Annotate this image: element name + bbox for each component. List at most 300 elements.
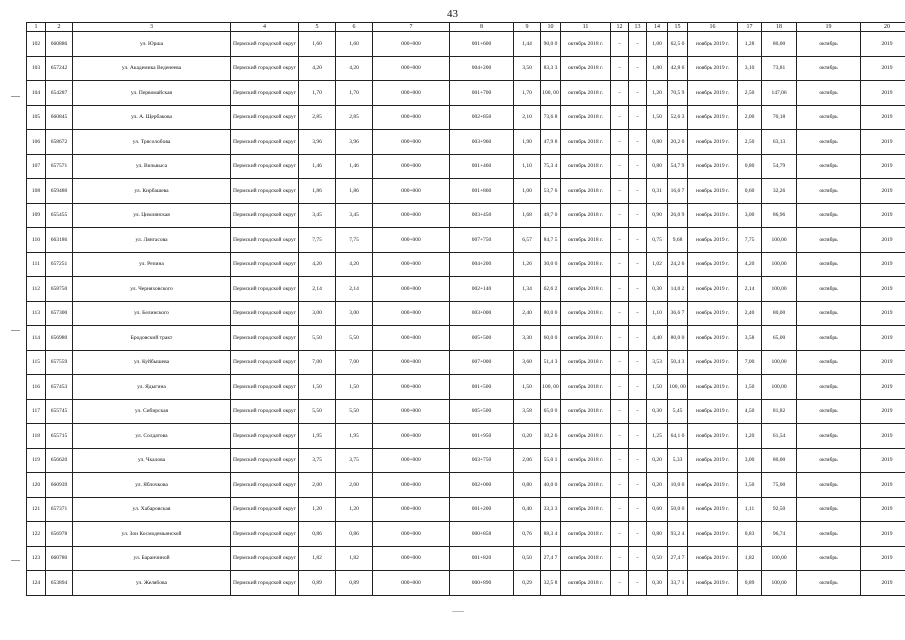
cell-street-name: ул. Черняховского	[73, 277, 231, 302]
cell-repaired-percent: 5,45	[668, 399, 688, 424]
cell-length-normative: 1,11	[738, 497, 762, 522]
cell-length-registered: 3,96	[336, 130, 373, 155]
cell-end-km: 002+140	[450, 277, 514, 302]
cell-length-needs-repair: 1,10	[514, 154, 541, 179]
cell-col-12: –	[611, 497, 629, 522]
cell-normative-percent: 70,18	[762, 105, 797, 130]
cell-length-repaired: 0,80	[647, 154, 668, 179]
cell-road-id: 660939	[46, 473, 73, 498]
cell-normative-percent: 100,00	[762, 375, 797, 400]
cell-municipality: Пермский городской округ	[231, 277, 299, 302]
cell-end-km: 000+858	[450, 522, 514, 547]
table-row	[27, 301, 905, 326]
header-cell-target-month: 19	[797, 23, 861, 32]
cell-col-13: –	[629, 203, 647, 228]
cell-repaired-percent: 62,5 0	[668, 32, 688, 57]
cell-repaired-percent: 5,33	[668, 448, 688, 473]
cell-col-12: –	[611, 424, 629, 449]
cell-end-km: 001+950	[450, 424, 514, 449]
cell-length-needs-repair: 0,50	[514, 546, 541, 571]
cell-length-normative: 7,00	[738, 350, 762, 375]
cell-municipality: Пермский городской округ	[231, 326, 299, 351]
cell-street-name: ул. Хабаровская	[73, 497, 231, 522]
cell-col-13: –	[629, 277, 647, 302]
cell-street-name: ул. Солдатова	[73, 424, 231, 449]
cell-needs-repair-percent: 51,4 3	[541, 350, 561, 375]
table-row	[27, 81, 905, 106]
cell-col-12: –	[611, 399, 629, 424]
cell-row-number: 122	[27, 522, 46, 547]
cell-target-year: 2019	[861, 277, 905, 302]
cell-needs-repair-percent: 30,0 0	[541, 252, 561, 277]
cell-repair-date: ноябрь 2019 г.	[688, 228, 738, 253]
cell-row-number: 110	[27, 228, 46, 253]
cell-street-name: ул. Сибирская	[73, 399, 231, 424]
cell-col-13: –	[629, 179, 647, 204]
cell-inspection-date: октябрь 2018 г.	[561, 179, 611, 204]
cell-inspection-date: октябрь 2018 г.	[561, 277, 611, 302]
cell-target-year: 2019	[861, 350, 905, 375]
cell-length-repaired: 0,50	[647, 546, 668, 571]
header-cell-length-total: 5	[299, 23, 336, 32]
cell-length-registered: 0,86	[336, 522, 373, 547]
cell-length-total: 3,45	[299, 203, 336, 228]
cell-road-id: 657371	[46, 497, 73, 522]
cell-start-km: 000+000	[373, 571, 450, 596]
cell-start-km: 000+000	[373, 179, 450, 204]
cell-street-name: ул. Академика Веденеева	[73, 56, 231, 81]
cell-col-13: –	[629, 326, 647, 351]
cell-col-13: –	[629, 252, 647, 277]
cell-end-km: 001+200	[450, 497, 514, 522]
header-cell-road-id: 2	[46, 23, 73, 32]
header-cell-inspection-date: 11	[561, 23, 611, 32]
cell-length-repaired: 0,75	[647, 228, 668, 253]
cell-repaired-percent: 27,4 7	[668, 546, 688, 571]
cell-end-km: 001+500	[450, 375, 514, 400]
cell-col-12: –	[611, 350, 629, 375]
cell-length-needs-repair: 0,20	[514, 424, 541, 449]
cell-length-normative: 0,60	[738, 179, 762, 204]
cell-row-number: 124	[27, 571, 46, 596]
cell-row-number: 119	[27, 448, 46, 473]
cell-municipality: Пермский городской округ	[231, 56, 299, 81]
cell-repair-date: ноябрь 2019 г.	[688, 375, 738, 400]
cell-repair-date: ноябрь 2019 г.	[688, 203, 738, 228]
cell-municipality: Пермский городской округ	[231, 228, 299, 253]
cell-col-13: –	[629, 81, 647, 106]
cell-inspection-date: октябрь 2018 г.	[561, 252, 611, 277]
cell-length-repaired: 0,80	[647, 130, 668, 155]
cell-repaired-percent: 36,6 7	[668, 301, 688, 326]
cell-municipality: Пермский городской округ	[231, 399, 299, 424]
cell-length-needs-repair: 1,00	[514, 179, 541, 204]
cell-end-km: 003+960	[450, 130, 514, 155]
cell-col-12: –	[611, 81, 629, 106]
cell-target-month: октябрь	[797, 105, 861, 130]
cell-street-name: Бродовский тракт	[73, 326, 231, 351]
scan-mark	[452, 611, 464, 612]
cell-repair-date: ноябрь 2019 г.	[688, 130, 738, 155]
cell-row-number: 109	[27, 203, 46, 228]
cell-col-12: –	[611, 105, 629, 130]
cell-target-month: октябрь	[797, 56, 861, 81]
cell-inspection-date: октябрь 2018 г.	[561, 32, 611, 57]
cell-normative-percent: 80,00	[762, 448, 797, 473]
cell-municipality: Пермский городской округ	[231, 301, 299, 326]
cell-normative-percent: 80,00	[762, 301, 797, 326]
cell-length-normative: 0,80	[738, 154, 762, 179]
cell-normative-percent: 100,00	[762, 571, 797, 596]
cell-normative-percent: 147,06	[762, 81, 797, 106]
cell-needs-repair-percent: 65,0 0	[541, 399, 561, 424]
cell-repaired-percent: 54,7 9	[668, 154, 688, 179]
cell-needs-repair-percent: 10,2 6	[541, 424, 561, 449]
cell-inspection-date: октябрь 2018 г.	[561, 497, 611, 522]
cell-needs-repair-percent: 83,3 3	[541, 56, 561, 81]
cell-target-year: 2019	[861, 522, 905, 547]
cell-row-number: 114	[27, 326, 46, 351]
header-cell-row-number: 1	[27, 23, 46, 32]
cell-repair-date: ноябрь 2019 г.	[688, 571, 738, 596]
cell-end-km: 003+000	[450, 301, 514, 326]
cell-normative-percent: 63,13	[762, 130, 797, 155]
cell-repaired-percent: 100, 00	[668, 375, 688, 400]
cell-repaired-percent: 20,2 0	[668, 130, 688, 155]
table-row	[27, 448, 905, 473]
cell-length-needs-repair: 0,76	[514, 522, 541, 547]
header-cell-repaired-percent: 15	[668, 23, 688, 32]
cell-length-registered: 2,00	[336, 473, 373, 498]
table-row	[27, 546, 905, 571]
cell-length-normative: 3,58	[738, 326, 762, 351]
road-registry-table	[26, 22, 905, 596]
cell-row-number: 104	[27, 81, 46, 106]
cell-length-total: 5,50	[299, 399, 336, 424]
cell-inspection-date: октябрь 2018 г.	[561, 546, 611, 571]
header-cell-col-13: 13	[629, 23, 647, 32]
cell-target-month: октябрь	[797, 228, 861, 253]
cell-length-needs-repair: 1,90	[514, 130, 541, 155]
cell-length-normative: 1,28	[738, 32, 762, 57]
cell-target-month: октябрь	[797, 399, 861, 424]
cell-start-km: 000+000	[373, 301, 450, 326]
cell-inspection-date: октябрь 2018 г.	[561, 448, 611, 473]
header-cell-length-repaired: 14	[647, 23, 668, 32]
cell-length-registered: 7,75	[336, 228, 373, 253]
cell-repaired-percent: 64,1 0	[668, 424, 688, 449]
cell-normative-percent: 96,74	[762, 522, 797, 547]
cell-street-name: ул. Лянгасова	[73, 228, 231, 253]
cell-length-normative: 0,83	[738, 522, 762, 547]
cell-start-km: 000+000	[373, 154, 450, 179]
cell-road-id: 657300	[46, 301, 73, 326]
cell-col-13: –	[629, 571, 647, 596]
cell-length-needs-repair: 2,06	[514, 448, 541, 473]
cell-road-id: 660780	[46, 546, 73, 571]
cell-normative-percent: 92,50	[762, 497, 797, 522]
cell-municipality: Пермский городской округ	[231, 497, 299, 522]
table-row	[27, 32, 905, 57]
cell-normative-percent: 81,82	[762, 399, 797, 424]
header-cell-repair-date: 16	[688, 23, 738, 32]
cell-repaired-percent: 9,68	[668, 228, 688, 253]
cell-end-km: 005+500	[450, 399, 514, 424]
cell-target-year: 2019	[861, 497, 905, 522]
cell-col-13: –	[629, 473, 647, 498]
cell-target-month: октябрь	[797, 203, 861, 228]
binding-mark-middle	[11, 330, 20, 331]
cell-repair-date: ноябрь 2019 г.	[688, 105, 738, 130]
cell-length-needs-repair: 1,70	[514, 81, 541, 106]
cell-street-name: ул. Яблочкова	[73, 473, 231, 498]
cell-start-km: 000+000	[373, 105, 450, 130]
cell-end-km: 001+860	[450, 179, 514, 204]
cell-length-normative: 2,00	[738, 105, 762, 130]
cell-target-month: октябрь	[797, 522, 861, 547]
cell-target-year: 2019	[861, 32, 905, 57]
cell-length-normative: 2,14	[738, 277, 762, 302]
cell-repaired-percent: 93,2 4	[668, 522, 688, 547]
cell-municipality: Пермский городской округ	[231, 375, 299, 400]
table-body	[27, 23, 905, 596]
cell-start-km: 000+000	[373, 350, 450, 375]
cell-length-repaired: 3,53	[647, 350, 668, 375]
cell-street-name: ул. Баранчиной	[73, 546, 231, 571]
cell-repair-date: ноябрь 2019 г.	[688, 522, 738, 547]
cell-needs-repair-percent: 75,3 4	[541, 154, 561, 179]
cell-inspection-date: октябрь 2018 г.	[561, 130, 611, 155]
cell-length-total: 2,00	[299, 473, 336, 498]
page-number: 43	[447, 8, 458, 20]
cell-road-id: 663186	[46, 228, 73, 253]
cell-col-13: –	[629, 56, 647, 81]
header-cell-target-year: 20	[861, 23, 905, 32]
cell-col-12: –	[611, 375, 629, 400]
cell-length-registered: 4,20	[336, 252, 373, 277]
cell-repaired-percent: 33,7 1	[668, 571, 688, 596]
cell-row-number: 113	[27, 301, 46, 326]
cell-target-year: 2019	[861, 179, 905, 204]
cell-start-km: 000+000	[373, 546, 450, 571]
cell-target-month: октябрь	[797, 326, 861, 351]
cell-inspection-date: октябрь 2018 г.	[561, 326, 611, 351]
cell-col-12: –	[611, 130, 629, 155]
cell-col-12: –	[611, 522, 629, 547]
cell-length-needs-repair: 1,26	[514, 252, 541, 277]
table-row	[27, 424, 905, 449]
cell-row-number: 111	[27, 252, 46, 277]
cell-road-id: 659480	[46, 179, 73, 204]
cell-length-total: 1,60	[299, 32, 336, 57]
cell-row-number: 105	[27, 105, 46, 130]
cell-length-repaired: 0,31	[647, 179, 668, 204]
cell-repaired-percent: 42,8 6	[668, 56, 688, 81]
cell-length-total: 5,50	[299, 326, 336, 351]
cell-length-needs-repair: 3,30	[514, 326, 541, 351]
cell-col-13: –	[629, 130, 647, 155]
cell-inspection-date: октябрь 2018 г.	[561, 301, 611, 326]
cell-start-km: 000+000	[373, 473, 450, 498]
cell-length-needs-repair: 2,10	[514, 105, 541, 130]
header-cell-length-normative: 17	[738, 23, 762, 32]
cell-length-repaired: 0,30	[647, 571, 668, 596]
cell-inspection-date: октябрь 2018 г.	[561, 154, 611, 179]
cell-repaired-percent: 52,6 3	[668, 105, 688, 130]
table-row	[27, 277, 905, 302]
cell-length-total: 2,85	[299, 105, 336, 130]
cell-start-km: 000+000	[373, 228, 450, 253]
cell-col-13: –	[629, 399, 647, 424]
table-row	[27, 154, 905, 179]
cell-length-normative: 3,00	[738, 203, 762, 228]
cell-col-12: –	[611, 277, 629, 302]
cell-length-repaired: 1,50	[647, 105, 668, 130]
cell-start-km: 000+000	[373, 448, 450, 473]
cell-needs-repair-percent: 33,3 3	[541, 497, 561, 522]
cell-row-number: 118	[27, 424, 46, 449]
cell-length-needs-repair: 2,40	[514, 301, 541, 326]
cell-municipality: Пермский городской округ	[231, 546, 299, 571]
cell-normative-percent: 86,96	[762, 203, 797, 228]
cell-target-month: октябрь	[797, 546, 861, 571]
cell-length-registered: 1,20	[336, 497, 373, 522]
cell-road-id: 657453	[46, 375, 73, 400]
cell-target-month: октябрь	[797, 252, 861, 277]
cell-repaired-percent: 50,4 3	[668, 350, 688, 375]
cell-target-month: октябрь	[797, 179, 861, 204]
cell-target-month: октябрь	[797, 350, 861, 375]
cell-inspection-date: октябрь 2018 г.	[561, 350, 611, 375]
cell-length-needs-repair: 3,60	[514, 350, 541, 375]
cell-target-month: октябрь	[797, 497, 861, 522]
cell-length-normative: 2,50	[738, 130, 762, 155]
cell-municipality: Пермский городской округ	[231, 179, 299, 204]
cell-start-km: 000+000	[373, 497, 450, 522]
cell-street-name: ул. Цимлянская	[73, 203, 231, 228]
cell-target-month: октябрь	[797, 424, 861, 449]
cell-repair-date: ноябрь 2019 г.	[688, 350, 738, 375]
cell-length-registered: 1,95	[336, 424, 373, 449]
cell-municipality: Пермский городской округ	[231, 154, 299, 179]
cell-normative-percent: 65,00	[762, 326, 797, 351]
header-cell-end-km: 8	[450, 23, 514, 32]
cell-target-month: октябрь	[797, 571, 861, 596]
cell-length-repaired: 1,10	[647, 301, 668, 326]
cell-repaired-percent: 70,5 9	[668, 81, 688, 106]
cell-start-km: 000+000	[373, 252, 450, 277]
cell-normative-percent: 75,00	[762, 473, 797, 498]
cell-target-month: октябрь	[797, 154, 861, 179]
cell-row-number: 117	[27, 399, 46, 424]
table-row	[27, 228, 905, 253]
cell-length-needs-repair: 1,44	[514, 32, 541, 57]
cell-row-number: 120	[27, 473, 46, 498]
table-row	[27, 326, 905, 351]
cell-row-number: 123	[27, 546, 46, 571]
cell-length-needs-repair: 1,68	[514, 203, 541, 228]
cell-road-id: 656980	[46, 326, 73, 351]
cell-street-name: ул. Белинского	[73, 301, 231, 326]
cell-target-year: 2019	[861, 130, 905, 155]
cell-length-repaired: 0,80	[647, 522, 668, 547]
cell-target-year: 2019	[861, 203, 905, 228]
cell-municipality: Пермский городской округ	[231, 105, 299, 130]
cell-length-needs-repair: 3,58	[514, 399, 541, 424]
cell-length-repaired: 1,50	[647, 375, 668, 400]
table-row	[27, 571, 905, 596]
cell-length-registered: 1,86	[336, 179, 373, 204]
header-cell-normative-percent: 18	[762, 23, 797, 32]
cell-target-year: 2019	[861, 81, 905, 106]
cell-needs-repair-percent: 73,6 8	[541, 105, 561, 130]
cell-end-km: 000+890	[450, 571, 514, 596]
cell-length-normative: 2,50	[738, 81, 762, 106]
cell-col-12: –	[611, 56, 629, 81]
cell-end-km: 005+500	[450, 326, 514, 351]
cell-repaired-percent: 80,0 0	[668, 326, 688, 351]
cell-target-year: 2019	[861, 571, 905, 596]
cell-needs-repair-percent: 100, 00	[541, 375, 561, 400]
cell-street-name: ул. Куйбышева	[73, 350, 231, 375]
cell-col-13: –	[629, 448, 647, 473]
cell-col-13: –	[629, 546, 647, 571]
cell-street-name: ул. Репина	[73, 252, 231, 277]
cell-road-id: 657571	[46, 154, 73, 179]
cell-col-12: –	[611, 546, 629, 571]
cell-street-name: ул. Первомайская	[73, 81, 231, 106]
cell-road-id: 655455	[46, 203, 73, 228]
cell-row-number: 112	[27, 277, 46, 302]
cell-repair-date: ноябрь 2019 г.	[688, 448, 738, 473]
cell-length-total: 1,95	[299, 424, 336, 449]
cell-end-km: 007+750	[450, 228, 514, 253]
cell-target-year: 2019	[861, 301, 905, 326]
cell-length-repaired: 1,25	[647, 424, 668, 449]
cell-length-total: 1,20	[299, 497, 336, 522]
cell-municipality: Пермский городской округ	[231, 130, 299, 155]
cell-municipality: Пермский городской округ	[231, 350, 299, 375]
cell-col-12: –	[611, 301, 629, 326]
cell-length-total: 2,14	[299, 277, 336, 302]
cell-inspection-date: октябрь 2018 г.	[561, 203, 611, 228]
cell-normative-percent: 100,00	[762, 350, 797, 375]
cell-road-id: 657559	[46, 350, 73, 375]
cell-road-id: 655715	[46, 424, 73, 449]
cell-start-km: 000+000	[373, 32, 450, 57]
cell-length-total: 1,82	[299, 546, 336, 571]
cell-length-total: 4,20	[299, 56, 336, 81]
cell-end-km: 001+460	[450, 154, 514, 179]
cell-inspection-date: октябрь 2018 г.	[561, 399, 611, 424]
cell-street-name: ул. Кирбашева	[73, 179, 231, 204]
cell-length-normative: 1,50	[738, 375, 762, 400]
cell-length-needs-repair: 0,80	[514, 473, 541, 498]
cell-street-name: ул. Ядыгина	[73, 375, 231, 400]
cell-length-normative: 2,40	[738, 301, 762, 326]
cell-start-km: 000+000	[373, 399, 450, 424]
cell-repaired-percent: 10,0 0	[668, 473, 688, 498]
cell-road-id: 658672	[46, 130, 73, 155]
cell-col-13: –	[629, 154, 647, 179]
binding-mark-bottom	[11, 560, 20, 561]
cell-length-needs-repair: 0,29	[514, 571, 541, 596]
cell-repair-date: ноябрь 2019 г.	[688, 277, 738, 302]
cell-target-year: 2019	[861, 154, 905, 179]
cell-length-registered: 1,46	[336, 154, 373, 179]
cell-col-12: –	[611, 228, 629, 253]
cell-target-year: 2019	[861, 448, 905, 473]
